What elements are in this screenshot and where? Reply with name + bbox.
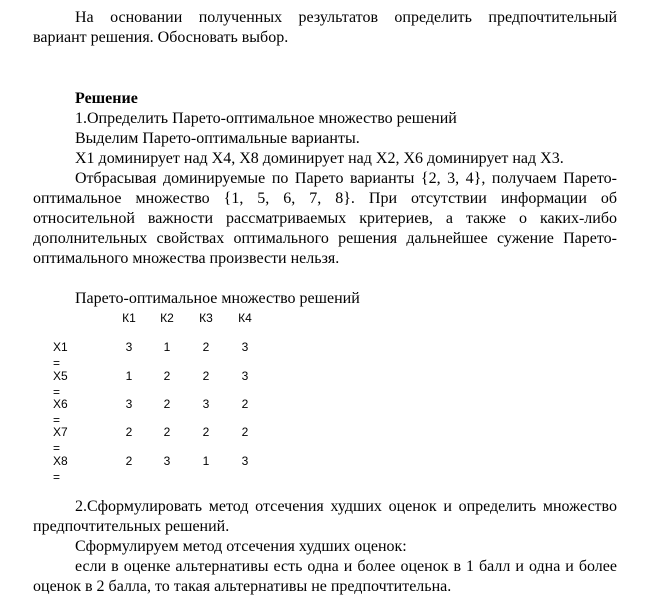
table-cell: 3 xyxy=(241,340,249,354)
intro-line-1: На основании полученных результатов определить предпочтительный xyxy=(75,9,617,26)
formulate-line: Сформулируем метод отсечения худших оценок: xyxy=(75,538,407,555)
table-cell: 3 xyxy=(241,454,249,468)
solution-heading: Решение xyxy=(75,90,138,107)
column-header: К4 xyxy=(238,311,252,325)
table-cell: 2 xyxy=(163,369,171,383)
table-cell: 1 xyxy=(163,340,171,354)
column-header: К1 xyxy=(122,311,136,325)
row-label: X5 = xyxy=(53,369,68,399)
cutoff-rule: если в оценке альтернативы есть одна и более оценок в 1 балл и одна и более оценок в 2 балла, то такая альтернативы не предпочтительна. xyxy=(33,558,617,595)
table-cell: 2 xyxy=(241,397,249,411)
solution-section xyxy=(33,89,617,269)
row-label: X6 = xyxy=(53,397,68,427)
table-cell: 1 xyxy=(125,369,133,383)
table-cell: 2 xyxy=(125,454,133,468)
table-cell: 3 xyxy=(163,454,171,468)
column-header: К3 xyxy=(199,311,213,325)
pareto-paragraph: Отбрасывая доминируемые по Парето варианты {2, 3, 4}, получаем Парето-оптимальное множество {1, 5, 6, 7, 8}. При отсутствии информации об относительной важности рассматриваемых критериев, а также о каких-либо дополнительных свойствах оптимального решения дальнейшее сужение Парето-оптимального множества произвести нельзя. xyxy=(33,170,617,267)
table-cell: 3 xyxy=(241,369,249,383)
column-header: К2 xyxy=(160,311,174,325)
table-cell: 2 xyxy=(202,425,210,439)
table-cell: 2 xyxy=(163,425,171,439)
row-label: X7 = xyxy=(53,425,68,455)
table-cell: 1 xyxy=(202,454,210,468)
table-cell: 3 xyxy=(125,397,133,411)
intro-line-2: вариант решения. Обосновать выбор. xyxy=(33,29,289,46)
table-cell: 2 xyxy=(202,369,210,383)
table-caption: Парето-оптимальное множество решений xyxy=(75,290,360,307)
table-cell: 2 xyxy=(163,397,171,411)
table-cell: 2 xyxy=(241,425,249,439)
table-cell: 2 xyxy=(202,340,210,354)
row-label: X1 = xyxy=(53,340,68,370)
table-cell: 3 xyxy=(202,397,210,411)
row-label: X8 = xyxy=(53,454,68,484)
task-intro xyxy=(33,8,617,48)
step2-title: 2.Сформулировать метод отсечения худших оценок и определить множество предпочтительных решений. xyxy=(33,498,617,535)
select-pareto-line: Выделим Парето-оптимальные варианты. xyxy=(75,130,360,147)
table-cell: 2 xyxy=(125,425,133,439)
dominance-line: X1 доминирует над X4, X8 доминирует над X2, X6 доминирует над X3. xyxy=(75,150,564,167)
step2-section xyxy=(33,497,617,597)
step1-title: 1.Определить Парето-оптимальное множество решений xyxy=(75,110,457,127)
table-cell: 3 xyxy=(125,340,133,354)
